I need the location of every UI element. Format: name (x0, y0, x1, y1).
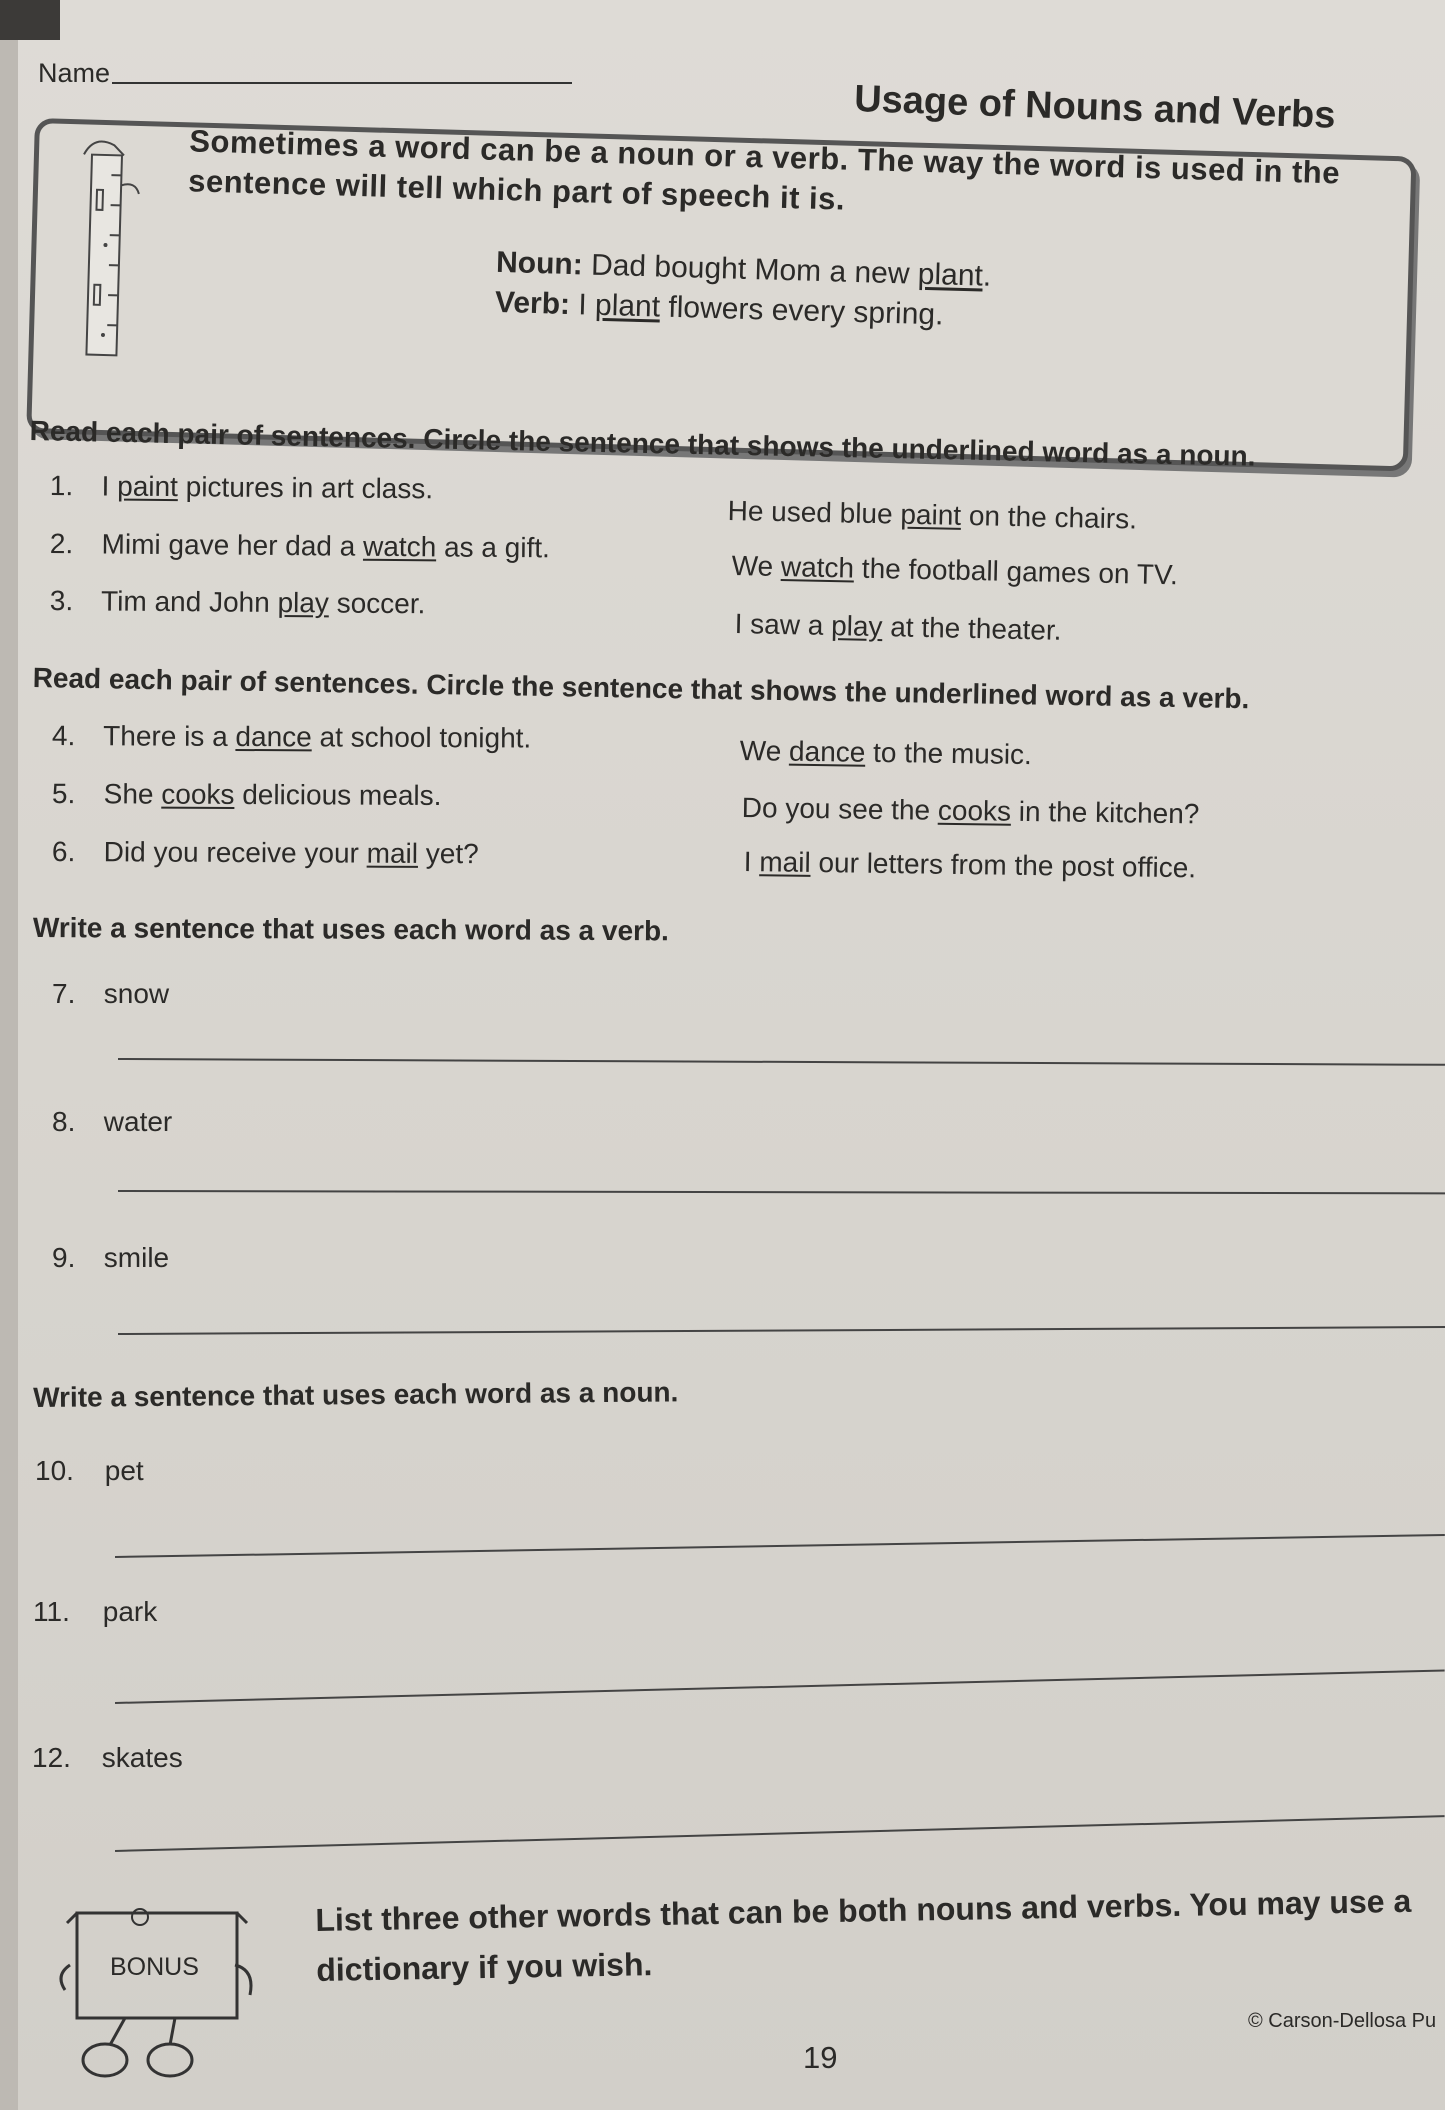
item-6-left[interactable] (52, 836, 479, 870)
bonus-label: BONUS (110, 1953, 199, 1981)
item-number: 2. (49, 528, 74, 560)
bonus-illustration (65, 1905, 245, 2005)
sentence-before: I saw a (734, 608, 824, 641)
sentence-before: Did you receive your (103, 836, 360, 869)
sentence-before: I (101, 470, 110, 502)
sentence-after: on the chairs. (968, 500, 1138, 535)
prompt-word: park (102, 1596, 158, 1627)
verb-example-after: flowers every spring. (667, 290, 944, 332)
prompt-word: water (103, 1106, 173, 1137)
prompt-word: pet (104, 1455, 144, 1486)
item-number: 7. (52, 978, 76, 1009)
underlined-word: cooks (937, 794, 1012, 827)
underlined-word: play (830, 610, 883, 643)
sentence-after: the football games on TV. (861, 552, 1179, 591)
sentence-after: as a gift. (443, 531, 551, 564)
section2-direction: Read each pair of sentences. Circle the sentence that shows the underlined word as a verb. (32, 662, 1250, 715)
underlined-word: watch (362, 530, 437, 563)
item-4-right[interactable] (740, 735, 1033, 771)
sentence-before: He used blue (727, 495, 893, 530)
sentence-before: I (743, 846, 752, 878)
item-10 (35, 1455, 144, 1487)
sentence-before: Do you see the (741, 792, 931, 826)
sentence-after: our letters from the post office. (818, 847, 1197, 884)
prompt-word: snow (103, 978, 170, 1009)
underlined-word: dance (235, 720, 312, 753)
item-4-left[interactable] (52, 720, 532, 755)
item-1-right[interactable] (727, 495, 1137, 536)
prompt-word: smile (103, 1242, 170, 1273)
prompt-word: skates (101, 1742, 183, 1773)
answer-line-9[interactable] (118, 1326, 1445, 1335)
section4-direction: Write a sentence that uses each word as a noun. (33, 1376, 679, 1413)
underlined-word: mail (366, 837, 419, 869)
sentence-before: Mimi gave her dad a (101, 528, 356, 562)
item-number: 4. (51, 720, 76, 752)
answer-line-10[interactable] (115, 1534, 1445, 1558)
noun-example-after: . (982, 259, 992, 293)
sentence-after: at the theater. (889, 611, 1062, 646)
answer-line-11[interactable] (115, 1670, 1445, 1704)
name-line[interactable] (112, 82, 572, 84)
bonus-text: List three other words that can be both nouns and verbs. You may use a dictionary if you wish. (315, 1882, 1412, 1988)
verb-example-word: plant (594, 288, 661, 324)
item-number: 9. (52, 1242, 76, 1273)
section1-direction: Read each pair of sentences. Circle the sentence that shows the underlined word as a noun. (29, 415, 1256, 472)
section3-direction: Write a sentence that uses each word as a verb. (32, 912, 669, 947)
item-number: 11. (33, 1596, 70, 1627)
item-number: 8. (52, 1106, 76, 1137)
item-number: 5. (51, 778, 76, 810)
item-6-right[interactable] (744, 846, 1197, 884)
underlined-word: dance (788, 735, 866, 768)
noun-example-label: Noun: (495, 245, 584, 282)
sentence-after: at school tonight. (319, 721, 532, 754)
verb-example (495, 286, 944, 333)
sentence-before: There is a (103, 720, 228, 752)
underlined-word: paint (900, 498, 962, 531)
noun-example (496, 246, 992, 294)
sentence-before: Tim and John (101, 585, 270, 618)
sentence-after: in the kitchen? (1018, 795, 1200, 830)
item-1-left[interactable] (50, 470, 434, 505)
item-2-left[interactable] (50, 528, 550, 564)
page-title: Usage of Nouns and Verbs (853, 78, 1337, 137)
item-number: 3. (49, 585, 74, 617)
sentence-before: She (103, 778, 154, 810)
answer-line-8[interactable] (118, 1190, 1445, 1194)
bonus-character-icon (55, 1905, 265, 2105)
noun-example-word: plant (917, 257, 984, 293)
verb-example-label: Verb: (494, 285, 571, 322)
underlined-word: mail (759, 846, 811, 878)
copyright: © Carson-Dellosa Pu (1248, 2010, 1437, 2032)
name-label: Name (38, 58, 111, 88)
underlined-word: paint (117, 470, 179, 503)
sentence-after: delicious meals. (242, 778, 442, 812)
verb-example-before: I (577, 288, 588, 322)
answer-line-12[interactable] (115, 1815, 1445, 1852)
underlined-word: watch (780, 551, 855, 584)
item-number: 12. (32, 1742, 71, 1773)
item-8 (52, 1106, 172, 1138)
answer-line-7[interactable] (118, 1058, 1445, 1066)
sentence-after: pictures in art class. (185, 471, 434, 505)
intro-text: Sometimes a word can be a noun or a verb. The way the word is used in the sentence will tell which part of speech it is. (187, 123, 1341, 217)
item-11 (33, 1596, 157, 1628)
item-number: 1. (49, 470, 74, 502)
underlined-word: cooks (161, 778, 235, 810)
underlined-word: play (277, 586, 330, 619)
sentence-before: We (731, 550, 774, 582)
sentence-after: yet? (425, 837, 479, 870)
sentence-before: We (739, 735, 782, 767)
sentence-after: soccer. (336, 587, 426, 620)
item-5-right[interactable] (742, 792, 1200, 830)
sentence-after: to the music. (872, 736, 1033, 771)
noun-example-before: Dad bought Mom a new (590, 248, 910, 291)
page-number: 19 (803, 2040, 838, 2075)
item-3-left[interactable] (50, 585, 426, 620)
item-9 (52, 1242, 169, 1274)
item-12 (32, 1742, 183, 1774)
item-7 (52, 978, 169, 1010)
item-number: 10. (35, 1455, 74, 1486)
item-2-right[interactable] (731, 550, 1178, 591)
item-5-left[interactable] (52, 778, 442, 812)
ruler-illustration (58, 134, 144, 366)
item-3-right[interactable] (734, 608, 1061, 647)
item-number: 6. (51, 836, 76, 868)
